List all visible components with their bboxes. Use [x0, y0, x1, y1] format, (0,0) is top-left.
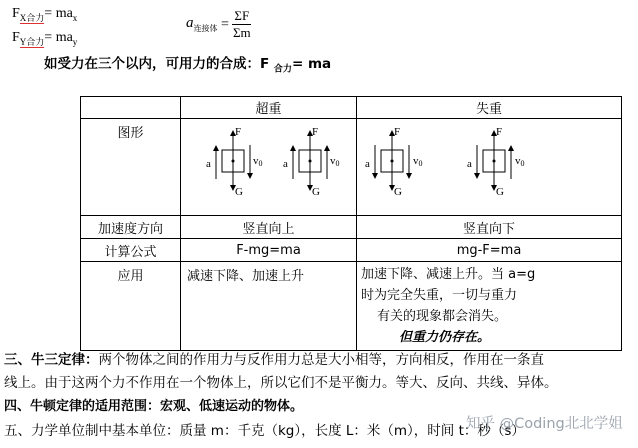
- header-overweight: 超重: [181, 97, 357, 119]
- svg-text:v0: v0: [413, 155, 423, 168]
- svg-text:v0: v0: [253, 155, 263, 168]
- para-newton-third-law: 三、牛三定律：两个物体之间的作用力与反作用力总是大小相等，方向相反，作用在一条直: [4, 352, 544, 368]
- svg-text:G: G: [312, 186, 320, 198]
- zhihu-watermark: 知乎 @Coding北北学姐: [466, 416, 623, 432]
- weightless-diagrams: [357, 119, 622, 216]
- formula-fy: $F_{Y合力}= ma_y$: [12, 30, 78, 47]
- svg-text:G: G: [496, 186, 504, 198]
- table-header-row: [81, 97, 622, 119]
- formula-fx: $F_{X合力}= ma_x$: [12, 6, 78, 23]
- overweight-diagrams: [181, 119, 357, 216]
- overweight-weightlessness-table: [80, 96, 622, 351]
- svg-text:v0: v0: [330, 155, 340, 168]
- svg-text:a: a: [365, 158, 370, 170]
- table-row-figure: [81, 119, 622, 216]
- label-F: F: [235, 126, 242, 138]
- para-units: 五、力学单位制中基本单位：质量 m：千克（kg），长度 L：米（m），时间 t：秒（s）: [4, 423, 525, 439]
- svg-text:F: F: [496, 126, 503, 138]
- svg-text:F: F: [312, 126, 319, 138]
- weightless-force-diagram: [357, 119, 621, 211]
- table-row-application: 应用 减速下降、加速上升 加速下降、减速上升。当 a=g 时为完全失重，一切与重力 有关的现象都会消失。 但重力仍存在。: [81, 262, 622, 351]
- overweight-force-diagram: [181, 119, 356, 211]
- svg-text:a: a: [467, 158, 472, 170]
- label-G: G: [235, 186, 243, 198]
- header-weightless: 失重: [357, 97, 622, 119]
- para-newton-third-law-cont: 线上。由于这两个力不作用在一个物体上，所以它们不是平衡力。等大、反向、共线、异体。: [4, 375, 558, 391]
- table-row-formula: 计算公式 F-mg=ma mg-F=ma: [81, 239, 622, 262]
- svg-text:v0: v0: [515, 155, 525, 168]
- force-composition-line: 如受力在三个以内，可用力的合成：F $_{合力}$= ma: [44, 56, 332, 75]
- svg-text:a: a: [283, 158, 288, 170]
- weightless-application: 加速下降、减速上升。当 a=g 时为完全失重，一切与重力 有关的现象都会消失。 但重力仍存在。: [357, 262, 622, 351]
- svg-text:F: F: [394, 126, 401, 138]
- label-a: a: [206, 158, 211, 170]
- table-row-accel-direction: 加速度方向 竖直向上 竖直向下: [81, 216, 622, 239]
- formula-connected-accel: $a_{连接体}$ = $\frac{\Sigma F}{\Sigma m}$: [186, 8, 251, 40]
- row-label-figure: 图形: [81, 119, 181, 216]
- svg-text:G: G: [394, 186, 402, 198]
- para-scope: 四、牛顿定律的适用范围：宏观、低速运动的物体。: [4, 399, 304, 414]
